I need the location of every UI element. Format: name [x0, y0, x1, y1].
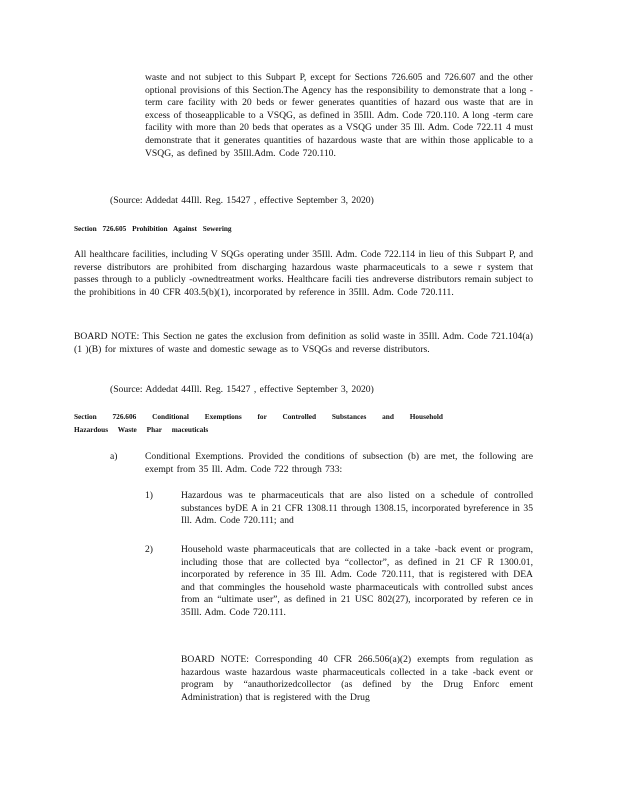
section-726-606-heading-line2: Hazardous Waste Phar maceuticals [74, 425, 209, 434]
continuation-paragraph: waste and not subject to this Subpart P, except for Sections 726.605 and 726.607 and the other optional provisions of this Section.The Agency has the responsibility to demonstrate that a long -term care facility with 20 beds or fewer generates quantities of hazard ous waste that are in excess of thoseapplicable to a VSQG, as defined in 35Ill. Adm. Code 720.110. A long -term care facility with more than 20 beds that operates as a VSQG under 35 Ill. Adm. Code 722.11 4 must demonstrate that it generates quantities of hazardous waste that are within those applicable to a VSQG, as defined by 35Ill.Adm. Code 720.110. [145, 72, 533, 159]
subsection-a-label: a) [110, 451, 118, 462]
section-726-605-heading: Section 726.605 Prohibition Against Sewering [74, 224, 232, 233]
section-726-606-heading-line1: Section 726.606 Conditional Exemptions for Controlled Substances and Household [74, 412, 443, 421]
item-1-text: Hazardous was te pharmaceuticals that are also listed on a schedule of controlled substances byDE A in 21 CFR 1308.11 through 1308.15, incorporated byreference in 35 Ill. Adm. Code 720.111; and [181, 490, 533, 527]
item-2-label: 2) [145, 544, 153, 555]
subsection-a-text: Conditional Exemptions. Provided the conditions of subsection (b) are met, the following are exempt from 35 Ill. Adm. Code 722 through 733: [145, 451, 533, 475]
section-726-605-body: All healthcare facilities, including V SQGs operating under 35Ill. Adm. Code 722.114 in lieu of this Subpart P, and reverse distributors are prohibited from discharging hazardous waste pharmaceuticals to a sewe r system that passes through to a publicly -ownedtreatment works. Healthcare facili ties andreverse distributors remain subject to the prohibitions in 40 CFR 403.5(b)(1), incorporated by reference in 35Ill. Adm. Code 720.111. [74, 249, 533, 298]
item-2-board-note: BOARD NOTE: Corresponding 40 CFR 266.506(a)(2) exempts from regulation as hazardous waste hazardous waste pharmaceuticals collected in a take -back event or program by “anauthorizedcollector (as defined by the Drug Enforc ement Administration) that is registered with the Drug [181, 654, 533, 703]
section-726-605-board-note: BOARD NOTE: This Section ne gates the exclusion from definition as solid waste in 35Ill. Adm. Code 721.104(a)(1 )(B) for mixtures of waste and domestic sewage as to VSQGs and reverse distributors. [74, 331, 533, 355]
item-1-label: 1) [145, 490, 153, 501]
source-note-2: (Source: Addedat 44Ill. Reg. 15427 , effective September 3, 2020) [110, 384, 374, 395]
item-2-text: Household waste pharmaceuticals that are collected in a take -back event or program, including those that are collected bya “collector”, as defined in 21 CF R 1300.01, incorporated by reference in 35 Ill. Adm. Code 720.111, that is registered with DEA and that commingles the household waste pharmaceuticals with controlled subst ances from an “ultimate user”, as defined in 21 USC 802(27), incorporated by referen ce in 35Ill. Adm. Code 720.111. [181, 544, 533, 618]
source-note-1: (Source: Addedat 44Ill. Reg. 15427 , effective September 3, 2020) [110, 195, 374, 206]
